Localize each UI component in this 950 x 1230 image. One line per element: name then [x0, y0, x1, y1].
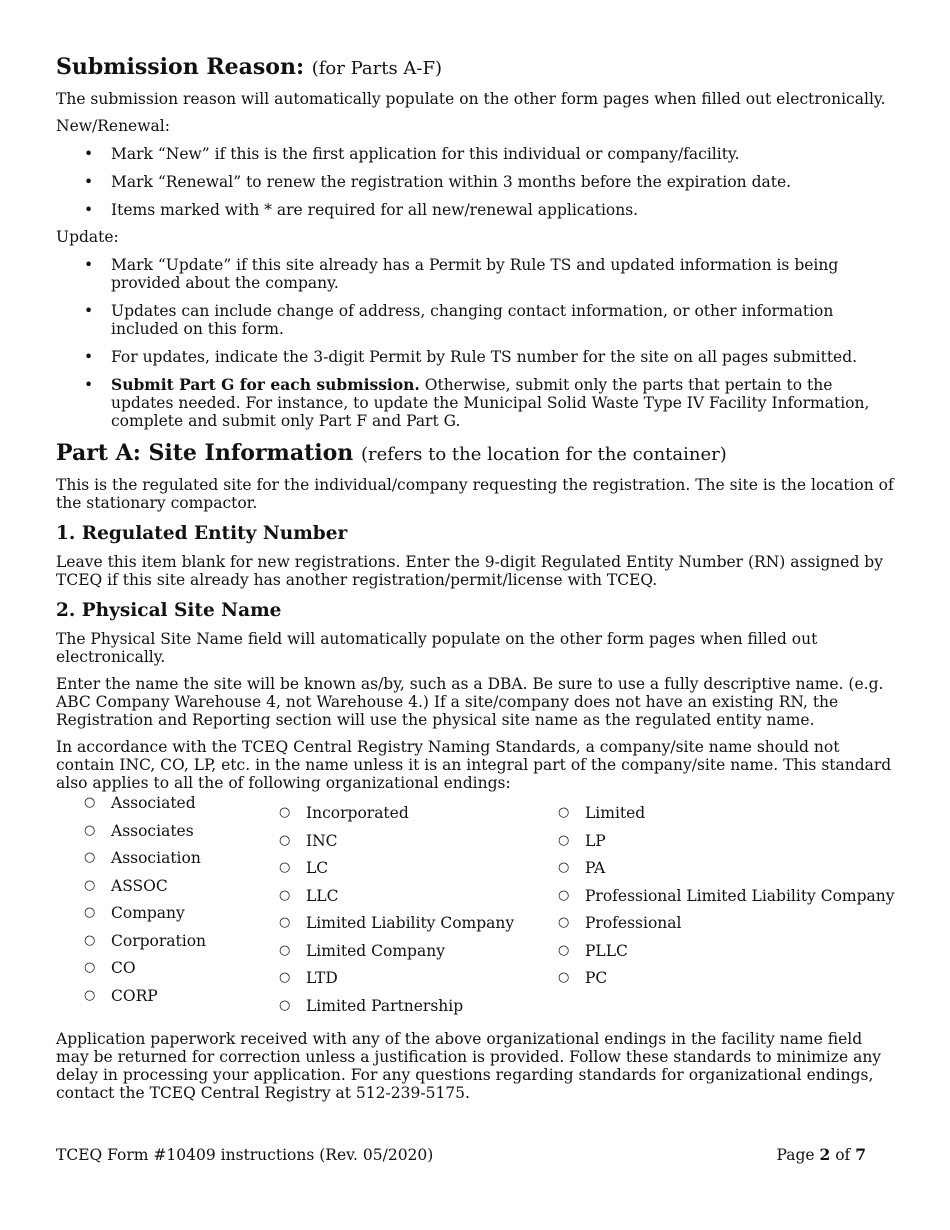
circle-bullet-icon: ○ [279, 997, 291, 1013]
list-item: ○ Limited Liability Company [279, 914, 515, 932]
circle-bullet-icon: ○ [279, 887, 291, 903]
circle-bullet-icon: ○ [279, 832, 291, 848]
form-id: TCEQ Form #10409 instructions (Rev. 05/2020) [56, 1146, 434, 1164]
circle-bullet-icon: ○ [84, 850, 96, 865]
endings-column-3 [558, 804, 895, 997]
bullet-icon: • [84, 173, 94, 191]
page-current: 2 [819, 1145, 831, 1164]
circle-bullet-icon: ○ [558, 832, 570, 848]
submission-intro: The submission reason will automatically populate on the other form pages when filled out electronically. [56, 90, 886, 108]
list-item: • Mark “Renewal” to renew the registration within 3 months before the expiration date. [84, 173, 792, 191]
bullet-icon: • [84, 376, 94, 394]
update-label: Update: [56, 228, 119, 246]
circle-bullet-icon: ○ [84, 932, 96, 948]
circle-bullet-icon: ○ [558, 860, 570, 875]
list-item: ○ Professional Limited Liability Company [558, 886, 895, 905]
part-a-title: Part A: Site Information [56, 440, 354, 466]
circle-bullet-icon: ○ [279, 915, 291, 930]
list-item: ○ LTD [279, 969, 338, 987]
list-item: ○ Company [84, 904, 185, 922]
circle-bullet-icon: ○ [279, 805, 291, 820]
new-renewal-label: New/Renewal: [56, 117, 170, 135]
section-2-p3: In accordance with the TCEQ Central Registry Naming Standards, a company/site name should not contain INC, CO, LP, etc. in the name unless it is an integral part of the company/site name. This standard also applies to all the of following organizational endings: [56, 738, 892, 792]
bullet-icon: • [84, 145, 94, 163]
list-item: • Mark “Update” if this site already has a Permit by Rule TS and updated information is being provided about the company. [84, 256, 839, 292]
list-item: • Items marked with * are required for all new/renewal applications. [84, 201, 639, 219]
circle-bullet-icon: ○ [279, 860, 291, 875]
list-item: ○ LLC [279, 886, 339, 905]
submission-reason-title: Submission Reason: [56, 54, 305, 80]
new-renewal-list [56, 145, 896, 219]
list-item: • For updates, indicate the 3-digit Permit by Rule TS number for the site on all pages submitted. [84, 348, 858, 366]
section-2-p1: The Physical Site Name field will automatically populate on the other form pages when filled out electronically. [56, 630, 818, 666]
list-item: ○ Corporation [84, 931, 207, 950]
bullet-icon: • [84, 256, 94, 274]
circle-bullet-icon: ○ [279, 942, 291, 958]
page-footer [56, 1146, 866, 1166]
list-item: ○ Limited Company [279, 941, 445, 960]
endings-column-2 [279, 804, 514, 1024]
section-1-heading: 1. Regulated Entity Number [56, 523, 348, 544]
list-item: ○ PC [558, 969, 608, 987]
submit-part-g-emphasis: Submit Part G for each submission. [111, 375, 420, 394]
section-2-p4: Application paperwork received with any of the above organizational endings in the facility name field may be returned for correction unless a justification is provided. Follow these standards to minimize any delay in processing your application. For any questions regarding standards for organizational endings, contact the TCEQ Central Registry at 512-239-5175. [56, 1030, 882, 1102]
section-2-heading: 2. Physical Site Name [56, 600, 282, 621]
section-1-text: Leave this item blank for new registrations. Enter the 9-digit Regulated Entity Number (RN) assigned by TCEQ if this site already has another registration/permit/license with TCEQ. [56, 553, 883, 589]
list-item: ○ Professional [558, 914, 682, 932]
circle-bullet-icon: ○ [558, 915, 570, 930]
endings-column-1 [84, 794, 206, 1014]
list-item: ○ Associated [84, 794, 196, 812]
circle-bullet-icon: ○ [84, 822, 96, 838]
list-item: ○ LP [558, 831, 606, 850]
bullet-icon: • [84, 302, 94, 320]
page-total: 7 [855, 1145, 866, 1164]
circle-bullet-icon: ○ [558, 942, 570, 958]
list-item: ○ ASSOC [84, 876, 168, 895]
list-item: ○ PA [558, 859, 606, 877]
list-item: ○ Associates [84, 821, 194, 840]
part-a-subtitle: (refers to the location for the container) [360, 444, 727, 465]
circle-bullet-icon: ○ [84, 960, 96, 975]
document-page [56, 52, 896, 1102]
list-item: ○ CORP [84, 986, 158, 1005]
circle-bullet-icon: ○ [84, 905, 96, 920]
section-2-p2: Enter the name the site will be known as/by, such as a DBA. Be sure to use a fully descriptive name. (e.g. ABC Company Warehouse 4, not Warehouse 4.) If a site/company does not have an existing RN, the Registration and Reporting section will use the physical site name as the regulated entity name. [56, 675, 884, 729]
submission-reason-subtitle: (for Parts A-F) [311, 58, 443, 79]
circle-bullet-icon: ○ [279, 970, 291, 985]
update-list [56, 256, 896, 430]
circle-bullet-icon: ○ [84, 877, 96, 893]
list-item: • Submit Part G for each submission. Otherwise, submit only the parts that pertain to the updates needed. For instance, to update the Municipal Solid Waste Type IV Facility Information, complete and submit only Part F and Part G. [84, 375, 870, 430]
list-item: • Updates can include change of address, changing contact information, or other information included on this form. [84, 302, 834, 338]
list-item: ○ CO [84, 959, 136, 977]
list-item: ○ LC [279, 859, 329, 877]
bullet-icon: • [84, 201, 94, 219]
circle-bullet-icon: ○ [558, 805, 570, 820]
list-item: ○ Association [84, 849, 201, 867]
part-a-intro: This is the regulated site for the individual/company requesting the registration. The site is the location of the stationary compactor. [56, 476, 894, 512]
circle-bullet-icon: ○ [84, 795, 96, 810]
list-item: ○ Limited [558, 804, 646, 822]
list-item: ○ PLLC [558, 941, 628, 960]
bullet-icon: • [84, 348, 94, 366]
list-item: ○ Limited Partnership [279, 996, 464, 1015]
list-item: ○ Incorporated [279, 804, 409, 822]
list-item: • Mark “New” if this is the first application for this individual or company/facility. [84, 145, 740, 163]
page-number: Page 2 of 7 [776, 1145, 866, 1164]
organizational-endings [56, 794, 896, 1030]
list-item: ○ INC [279, 831, 338, 850]
submission-reason-heading [56, 52, 896, 84]
circle-bullet-icon: ○ [558, 970, 570, 985]
part-a-heading [56, 438, 896, 470]
circle-bullet-icon: ○ [558, 887, 570, 903]
circle-bullet-icon: ○ [84, 987, 96, 1003]
